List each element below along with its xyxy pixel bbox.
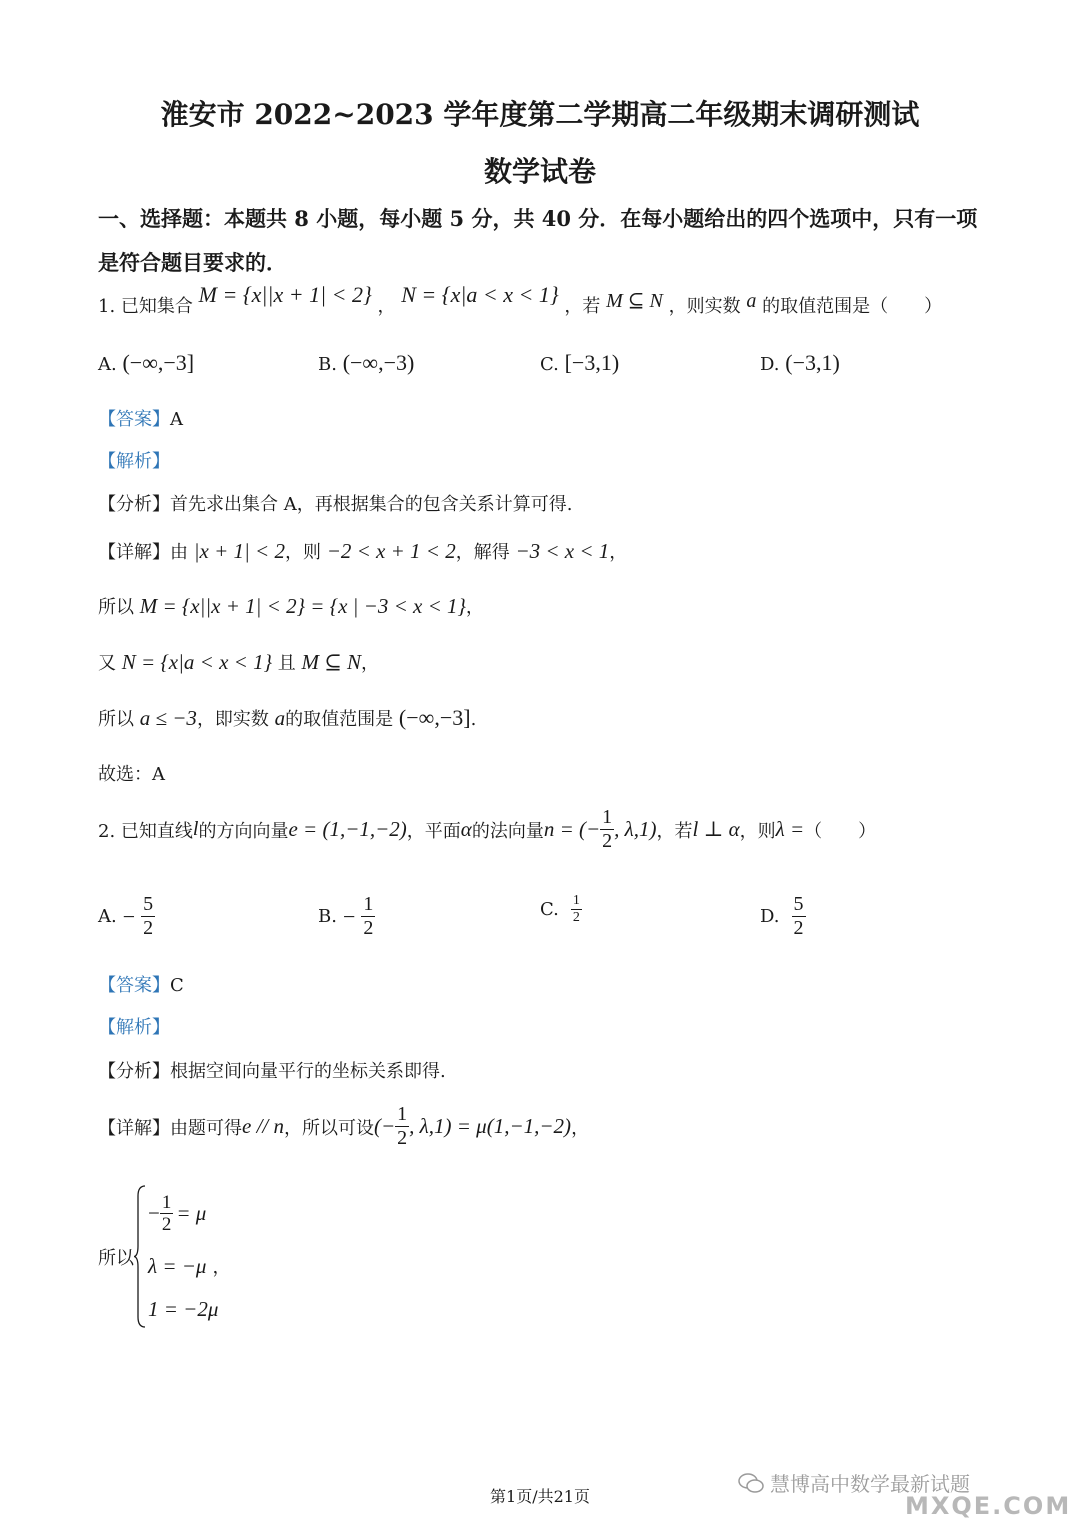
- system-fraction: [160, 1192, 174, 1237]
- question-2-number: 2. 已知直线: [98, 820, 193, 842]
- question-2-fraction: [600, 806, 614, 853]
- question-2-n-vector-right: , λ,1): [614, 817, 657, 841]
- question-2-answer: [98, 971, 184, 997]
- question-2-option-b: [318, 893, 375, 940]
- detail-math: M ⊆ N: [301, 650, 362, 674]
- fraction-den: 2: [397, 1127, 408, 1149]
- question-1-text-end: 的取值范围是（ ）: [762, 296, 943, 317]
- option-label: C.: [540, 899, 559, 921]
- question-2-text: ，若: [656, 820, 693, 842]
- detail-math: e // n: [242, 1114, 284, 1138]
- detail-text: 又: [98, 653, 116, 674]
- fraction-den: 2: [363, 917, 374, 939]
- detail-text: 由: [170, 542, 188, 563]
- option-value: (−3,1): [785, 350, 840, 375]
- question-2-l: l: [192, 818, 199, 840]
- question-1-answer: [98, 405, 183, 431]
- question-1-option-d: [760, 350, 840, 376]
- detail-text: ，: [361, 653, 380, 674]
- page-footer: 第1页/共21页: [490, 1487, 590, 1506]
- question-2-detail-line1: [98, 1103, 589, 1150]
- option-fraction: [571, 893, 582, 926]
- detail-math: N = {x|a < x < 1}: [121, 650, 272, 674]
- question-1-sep: ，: [377, 296, 396, 317]
- fraction-den: 2: [143, 917, 154, 939]
- question-1-fenxi: [98, 490, 572, 516]
- question-2-text: ，则: [739, 820, 776, 842]
- document-subtitle: 数学试卷: [483, 155, 596, 188]
- detail-math: a ≤ −3: [139, 706, 197, 730]
- detail-tag: 【详解】: [98, 542, 170, 563]
- option-label: A.: [98, 906, 117, 927]
- question-2-analysis-tag: 【解析】: [98, 1017, 170, 1038]
- question-1-condition: M ⊆ N: [606, 290, 663, 312]
- question-1-set-m: M = {x||x + 1| < 2}: [198, 282, 372, 307]
- question-1-detail-line2: [98, 593, 484, 619]
- detail-text: 所以: [98, 709, 134, 730]
- option-label: A.: [98, 354, 117, 375]
- detail-text: 所以: [98, 597, 134, 618]
- question-2-perp: l ⊥ α: [692, 817, 740, 841]
- detail-math: M = {x||x + 1| < 2} = {x | −3 < x < 1}: [139, 594, 466, 618]
- fraction-num: 1: [397, 1103, 408, 1125]
- detail-text: ，: [571, 1117, 590, 1139]
- question-2-stem: [98, 806, 876, 853]
- section-heading-line2: 是符合题目要求的．: [98, 250, 287, 275]
- question-2-text: 的方向向量: [198, 820, 289, 842]
- detail-math: a: [274, 706, 286, 730]
- system-row-1: [148, 1192, 230, 1237]
- option-fraction: [141, 893, 155, 940]
- question-1-set-n: N = {x|a < x < 1}: [401, 282, 559, 307]
- detail-text: ，则: [284, 542, 321, 563]
- question-1-analysis-tag: 【解析】: [98, 451, 170, 472]
- question-2-option-c: [540, 893, 582, 926]
- fraction-num: 5: [793, 893, 804, 915]
- system-eq: λ = −μ: [148, 1253, 207, 1278]
- detail-text: 且: [277, 653, 296, 674]
- answer-value: A: [170, 409, 183, 430]
- option-value: (−∞,−3]: [122, 350, 195, 375]
- detail-math: (−: [374, 1114, 396, 1138]
- question-1-detail-line4: [98, 705, 476, 731]
- fraction-num: 1: [161, 1191, 172, 1213]
- detail-text: .: [470, 709, 477, 730]
- fraction-den: 2: [793, 917, 804, 939]
- fraction-den: 2: [602, 830, 613, 852]
- option-label: C.: [540, 354, 559, 375]
- option-value: (−∞,−3): [342, 350, 415, 375]
- option-sign: −: [122, 903, 136, 929]
- fraction-num: 5: [143, 893, 154, 915]
- left-brace-icon: [134, 1184, 146, 1329]
- option-fraction: [792, 893, 806, 940]
- fraction-den: 2: [161, 1214, 172, 1236]
- detail-math: −3 < x < 1: [515, 539, 610, 563]
- question-1-detail-line1: [98, 538, 627, 564]
- question-2-n-vector-left: n = (−: [543, 817, 601, 841]
- detail-math: , λ,1) = μ(1,−1,−2): [409, 1114, 572, 1138]
- detail-text: ，: [609, 542, 628, 563]
- fenxi-text: 根据空间向量平行的坐标关系即得.: [170, 1061, 446, 1082]
- option-label: D.: [760, 354, 780, 375]
- system-rhs: = μ: [176, 1201, 207, 1226]
- question-2-lambda: λ =: [775, 817, 805, 841]
- option-label: B.: [318, 354, 337, 375]
- option-sign: −: [342, 903, 356, 929]
- question-2-alpha: α: [460, 817, 472, 841]
- system-row-2: [148, 1253, 230, 1279]
- system-comma: ，: [212, 1257, 231, 1279]
- question-1-option-b: [318, 350, 414, 376]
- answer-value: C: [170, 975, 184, 996]
- detail-text: 由题可得: [170, 1117, 242, 1139]
- question-2-text: ，平面: [406, 820, 461, 842]
- watermark-site: MXQE.COM: [905, 1492, 1072, 1520]
- detail-fraction: [395, 1103, 409, 1150]
- question-2-text: （ ）: [804, 820, 877, 842]
- fenxi-text: 首先求出集合 A，再根据集合的包含关系计算可得.: [170, 494, 573, 515]
- option-fraction: [361, 893, 375, 940]
- question-1-detail-line3: [98, 649, 379, 675]
- detail-text: ，: [465, 597, 484, 618]
- detail-text: ，即实数: [196, 709, 269, 730]
- question-2-option-d: [760, 893, 806, 940]
- system-rows: [148, 1192, 230, 1322]
- question-2-e-vector: e = (1,−1,−2): [288, 817, 407, 841]
- system-prefix: 所以: [98, 1247, 134, 1269]
- question-1-text-then: ，则实数: [668, 296, 741, 317]
- detail-text: ，解得: [455, 542, 510, 563]
- question-1-number: 1. 已知集合: [98, 296, 193, 317]
- option-label: B.: [318, 906, 337, 927]
- question-1-var: a: [746, 290, 757, 312]
- wechat-icon: [738, 1472, 764, 1494]
- question-1-text-if: ，若: [564, 296, 601, 317]
- fraction-num: 1: [571, 893, 582, 910]
- section-heading-line1: 一、选择题：本题共 8 小题，每小题 5 分，共 40 分．在每小题给出的四个选项中，只有一项: [98, 206, 978, 231]
- option-value: [−3,1): [564, 350, 620, 375]
- detail-math: −2 < x + 1 < 2: [326, 539, 456, 563]
- option-label: D.: [760, 906, 780, 927]
- system-row-3: [148, 1297, 230, 1322]
- detail-math: (−∞,−3]: [398, 705, 471, 730]
- question-1-stem: [98, 282, 943, 318]
- system-minus: −: [148, 1201, 160, 1226]
- fraction-den: 2: [572, 910, 580, 926]
- fraction-num: 1: [602, 806, 613, 828]
- document-title: 淮安市 2022~2023 学年度第二学期高二年级期末调研测试: [160, 98, 920, 131]
- question-2-text: 的法向量: [471, 820, 544, 842]
- answer-tag: 【答案】: [98, 975, 170, 996]
- question-1-option-a: [98, 350, 194, 376]
- detail-text: ，所以可设: [284, 1117, 374, 1139]
- system-eq: 1 = −2μ: [148, 1296, 219, 1321]
- question-1-option-c: [540, 350, 619, 376]
- fenxi-tag: 【分析】: [98, 1061, 170, 1082]
- detail-tag: 【详解】: [98, 1117, 170, 1139]
- fenxi-tag: 【分析】: [98, 494, 170, 515]
- watermark-text: 慧博高中数学最新试题: [770, 1472, 970, 1496]
- fraction-num: 1: [363, 893, 374, 915]
- detail-math: |x + 1| < 2: [193, 539, 285, 563]
- question-2-fenxi: [98, 1057, 446, 1083]
- question-2-equation-system: [98, 1184, 230, 1329]
- detail-text: 的取值范围是: [285, 709, 394, 730]
- answer-tag: 【答案】: [98, 409, 170, 430]
- question-1-choice: 故选：A: [98, 764, 165, 785]
- question-2-option-a: [98, 893, 155, 940]
